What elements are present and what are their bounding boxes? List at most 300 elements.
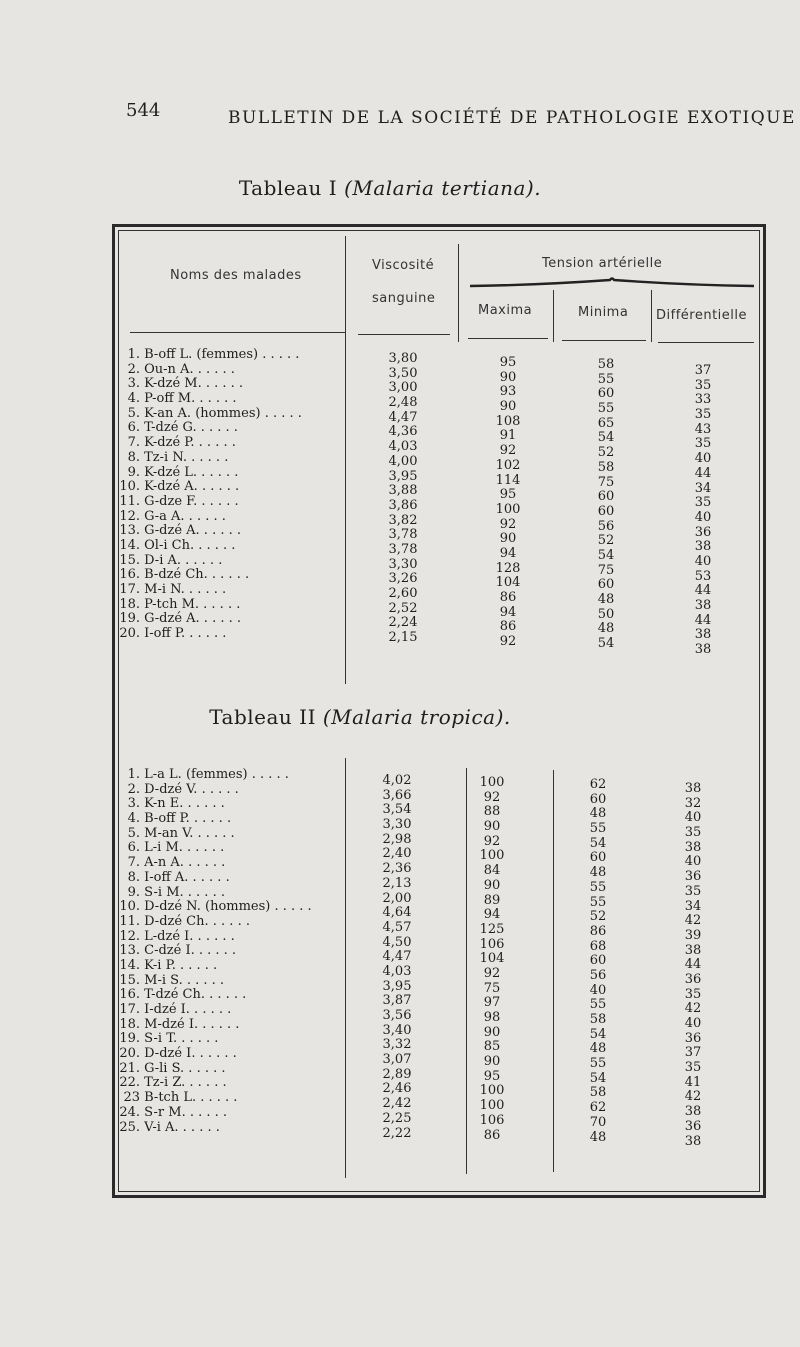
row-number: 13. (119, 943, 140, 959)
table-row-name (118, 421, 343, 436)
table-row-name (118, 768, 343, 783)
table-cell-diff: 38 (694, 627, 712, 643)
row-number: 11. (119, 493, 140, 509)
table-row-name (118, 812, 343, 827)
table-cell-min: 48 (597, 621, 615, 637)
patient-name: L-a L. (femmes) . . . . . (140, 767, 289, 782)
table-cell-min: 54 (589, 1070, 607, 1086)
table-row-name (118, 1076, 343, 1091)
row-number: 18. (119, 1016, 140, 1032)
row-number: 5. (127, 825, 140, 841)
table-cell-visc: 2,48 (388, 395, 418, 411)
patient-name: T-dzé Ch. . . . . . (140, 987, 247, 1003)
table-cell-diff: 35 (694, 407, 712, 423)
table-cell-max: 100 (479, 1098, 505, 1114)
table-cell-max: 108 (495, 413, 521, 429)
table-cell-visc: 4,03 (388, 439, 418, 455)
table-cell-visc: 2,15 (388, 630, 418, 646)
table-row-name (118, 1121, 343, 1136)
row-number: 4. (127, 391, 140, 407)
patient-name: G-dze F. . . . . . (140, 493, 239, 509)
table-cell-max: 90 (499, 399, 517, 415)
row-number: 20. (119, 626, 140, 642)
page-number: 544 (126, 100, 161, 121)
table-cell-diff: 35 (694, 436, 712, 452)
table-cell-visc: 3,88 (388, 483, 418, 499)
table2-viscosity (352, 774, 442, 1141)
column-header-viscosity-2: sanguine (372, 291, 436, 306)
row-number: 21. (119, 1060, 140, 1076)
table-cell-visc: 2,60 (388, 586, 418, 601)
row-number: 12. (119, 508, 140, 524)
row-number: 7. (127, 435, 140, 451)
table-cell-diff: 35 (684, 883, 702, 899)
table-cell-visc: 3,50 (388, 365, 418, 381)
patient-name: D-dzé V. . . . . . (140, 781, 239, 797)
table-cell-max: 106 (479, 1112, 505, 1128)
table-cell-max: 90 (483, 819, 501, 835)
patient-name: D-dzé N. (hommes) . . . . . (140, 899, 312, 915)
header-rule-diff (658, 342, 754, 343)
table-cell-visc: 3,87 (382, 993, 412, 1009)
table-cell-diff: 33 (694, 392, 712, 408)
table-row-name (118, 348, 343, 363)
table-row-name (118, 959, 343, 974)
row-number: 4. (127, 811, 140, 827)
table-cell-max: 92 (499, 634, 517, 650)
table-row-name (118, 1047, 343, 1062)
table-row-name (118, 1018, 343, 1033)
row-number: 19. (119, 1031, 140, 1047)
table-cell-visc: 3,82 (388, 512, 418, 528)
patient-name: K-dzé M. . . . . . (140, 376, 244, 392)
table-cell-diff: 38 (694, 539, 712, 555)
table-row-name (118, 988, 343, 1003)
table-cell-visc: 3,56 (382, 1008, 412, 1023)
table-cell-min: 60 (597, 577, 615, 593)
table-cell-min: 65 (597, 415, 615, 431)
patient-name: Tz-i Z. . . . . . (140, 1075, 227, 1091)
table-cell-diff: 38 (684, 1104, 702, 1120)
table-cell-min: 68 (589, 938, 607, 954)
row-number: 6. (127, 420, 140, 436)
table-cell-diff: 40 (684, 1016, 702, 1031)
table-cell-min: 54 (589, 1026, 607, 1042)
table-row-name (118, 554, 343, 569)
table-cell-visc: 4,57 (382, 919, 412, 935)
patient-name: K-dzé P. . . . . . (140, 435, 236, 451)
table-cell-max: 92 (499, 516, 517, 532)
row-number: 10. (119, 899, 140, 915)
table1-names (118, 348, 343, 642)
table-row-name (118, 900, 343, 915)
row-number: 3. (127, 376, 140, 392)
column-rule-maxima-t2 (553, 770, 554, 1172)
table-row-name (118, 783, 343, 798)
table-cell-max: 125 (479, 921, 505, 937)
table-cell-min: 55 (597, 371, 615, 387)
table-cell-max: 75 (483, 980, 501, 996)
table-cell-max: 84 (483, 863, 501, 879)
row-number: 11. (119, 913, 140, 929)
table-cell-visc: 2,52 (388, 600, 418, 616)
table-row-name (118, 510, 343, 525)
table-cell-max: 100 (479, 775, 505, 790)
table-cell-min: 60 (589, 953, 607, 969)
patient-name: D-i A. . . . . . (140, 552, 223, 568)
table-row-name (118, 612, 343, 627)
table-cell-min: 62 (589, 777, 607, 792)
column-header-differentielle: Différentielle (656, 308, 747, 323)
patient-name: K-dzé L. . . . . . (140, 464, 239, 480)
table-cell-min: 54 (589, 835, 607, 851)
table1-maxima (468, 356, 548, 650)
table-cell-min: 60 (589, 850, 607, 866)
table-cell-min: 48 (589, 1129, 607, 1145)
patient-name: S-i M. . . . . . (140, 884, 225, 900)
table-row-name (118, 363, 343, 378)
table-cell-visc: 4,47 (382, 949, 412, 965)
table-cell-min: 60 (597, 489, 615, 505)
table-row-name (118, 377, 343, 392)
table-cell-visc: 2,36 (382, 861, 412, 877)
table-cell-visc: 3,80 (388, 351, 418, 366)
table-row-name (118, 495, 343, 510)
table-cell-min: 55 (597, 401, 615, 417)
patient-name: G-a A. . . . . . (140, 508, 226, 524)
table2-title-italic: (Malaria tropica). (322, 705, 511, 729)
table-cell-min: 60 (589, 791, 607, 807)
table-cell-diff: 44 (694, 465, 712, 481)
row-number: 9. (127, 884, 140, 900)
column-header-names: Noms des malades (170, 268, 302, 283)
table-row-name (118, 451, 343, 466)
patient-name: M-an V. . . . . . (140, 825, 235, 841)
table-cell-diff: 35 (684, 825, 702, 841)
column-rule-maxima (553, 290, 554, 342)
table-row-name (118, 974, 343, 989)
table-row-name (118, 436, 343, 451)
row-number: 1. (127, 767, 140, 782)
row-number: 2. (127, 781, 140, 797)
table-cell-diff: 41 (684, 1074, 702, 1090)
table-cell-visc: 4,03 (382, 963, 412, 979)
table-cell-max: 92 (483, 789, 501, 805)
table-cell-diff: 36 (684, 1030, 702, 1046)
table-cell-min: 60 (597, 503, 615, 519)
table-cell-min: 70 (589, 1114, 607, 1130)
table-cell-visc: 3,40 (382, 1022, 412, 1038)
table-cell-min: 40 (589, 982, 607, 998)
table2-maxima (452, 776, 532, 1143)
table-cell-visc: 3,66 (382, 787, 412, 803)
table-cell-min: 58 (589, 1012, 607, 1027)
table-cell-max: 94 (499, 545, 517, 561)
table-cell-max: 92 (483, 965, 501, 981)
table-cell-diff: 36 (684, 1118, 702, 1134)
table-cell-min: 48 (597, 592, 615, 607)
table-cell-diff: 35 (694, 495, 712, 511)
table-cell-visc: 3,95 (382, 978, 412, 994)
column-rule-minima (651, 290, 652, 342)
table-cell-diff: 40 (684, 854, 702, 870)
table-row-name (118, 856, 343, 871)
table-cell-diff: 36 (694, 524, 712, 540)
patient-name: A-n A. . . . . . (140, 855, 226, 871)
row-number: 8. (127, 449, 140, 465)
table-cell-diff: 43 (694, 421, 712, 437)
table-cell-visc: 3,30 (388, 556, 418, 572)
patient-name: G-dzé A. . . . . . (140, 611, 241, 627)
table-cell-max: 104 (495, 575, 521, 591)
table-row-name (118, 886, 343, 901)
table-cell-diff: 40 (694, 451, 712, 467)
table-cell-max: 100 (495, 501, 521, 517)
table-cell-diff: 38 (684, 839, 702, 855)
table-cell-min: 60 (597, 386, 615, 402)
row-number: 19. (119, 611, 140, 627)
table-cell-min: 56 (589, 967, 607, 983)
patient-name: V-i A. . . . . . (140, 1119, 220, 1135)
table-row-name (118, 1106, 343, 1121)
table-cell-min: 52 (589, 909, 607, 925)
table-cell-min: 75 (597, 474, 615, 490)
patient-name: M-i N. . . . . . (140, 582, 227, 597)
table-cell-diff: 53 (694, 568, 712, 584)
table-cell-diff: 35 (694, 377, 712, 393)
table-cell-visc: 4,00 (388, 453, 418, 469)
table-cell-diff: 38 (684, 942, 702, 958)
table-cell-max: 102 (495, 457, 521, 473)
table-row-name (118, 930, 343, 945)
table-cell-diff: 42 (684, 913, 702, 929)
table-cell-min: 52 (597, 533, 615, 549)
table2-names (118, 768, 343, 1135)
table-cell-max: 92 (483, 833, 501, 849)
table-cell-min: 50 (597, 606, 615, 622)
table-row-name (118, 1003, 343, 1018)
column-header-minima: Minima (578, 305, 629, 320)
table-cell-min: 55 (589, 997, 607, 1013)
row-number: 14. (119, 957, 140, 973)
column-rule-names (345, 236, 346, 684)
table-cell-max: 94 (483, 907, 501, 923)
row-number: 18. (119, 596, 140, 612)
table-cell-visc: 4,64 (382, 905, 412, 921)
table-cell-max: 92 (499, 443, 517, 459)
patient-name: I-dzé I. . . . . . (140, 1002, 232, 1017)
table-cell-diff: 38 (694, 642, 712, 658)
row-number: 3. (127, 796, 140, 812)
table-cell-visc: 3,54 (382, 802, 412, 818)
table-row-name (118, 944, 343, 959)
table1-viscosity (360, 352, 446, 646)
table-cell-max: 93 (499, 384, 517, 400)
table-cell-visc: 2,89 (382, 1066, 412, 1082)
table-cell-diff: 44 (694, 612, 712, 628)
journal-title: BULLETIN DE LA SOCIÉTÉ DE PATHOLOGIE EXOTIQUE (228, 108, 796, 128)
patient-name: P-off M. . . . . . (140, 391, 237, 407)
table-cell-max: 98 (483, 1010, 501, 1025)
patient-name: Tz-i N. . . . . . (140, 449, 229, 465)
table-cell-min: 55 (589, 1056, 607, 1072)
row-number: 6. (127, 840, 140, 856)
table-cell-min: 54 (597, 636, 615, 652)
row-number: 22. (119, 1075, 140, 1091)
patient-name: K-dzé A. . . . . . (140, 479, 240, 495)
table-cell-diff: 40 (694, 509, 712, 525)
header-rule-maxima (468, 338, 548, 339)
table-cell-visc: 4,02 (382, 773, 412, 788)
table-cell-visc: 3,32 (382, 1037, 412, 1053)
table-cell-max: 114 (495, 472, 521, 488)
table-cell-visc: 3,78 (388, 527, 418, 543)
table-cell-visc: 3,30 (382, 817, 412, 833)
row-number: 17. (119, 582, 140, 597)
table-cell-diff: 38 (694, 598, 712, 613)
table-cell-max: 85 (483, 1039, 501, 1055)
patient-name: Ou-n A. . . . . . (140, 361, 235, 377)
patient-name: K-i P. . . . . . (140, 957, 218, 973)
row-number: 14. (119, 537, 140, 553)
table-cell-diff: 39 (684, 927, 702, 943)
table2-minima (556, 778, 640, 1145)
row-number: 10. (119, 479, 140, 495)
table-cell-diff: 32 (684, 795, 702, 811)
table-cell-diff: 44 (694, 583, 712, 599)
patient-name: C-dzé I. . . . . . (140, 943, 237, 959)
table-row-name (118, 871, 343, 886)
table-cell-min: 75 (597, 562, 615, 578)
table1-title-italic: (Malaria tertiana). (344, 176, 542, 200)
table-cell-diff: 37 (684, 1045, 702, 1061)
table2-title (0, 705, 760, 729)
table-cell-min: 48 (589, 1041, 607, 1057)
table-cell-visc: 2,42 (382, 1096, 412, 1112)
table-row-name (118, 598, 343, 613)
table-cell-min: 52 (597, 445, 615, 461)
row-number: 12. (119, 928, 140, 944)
table-cell-diff: 42 (684, 1001, 702, 1017)
table-cell-min: 62 (589, 1100, 607, 1116)
table-cell-min: 58 (597, 357, 615, 372)
table-cell-diff: 35 (684, 986, 702, 1002)
table-cell-diff: 35 (684, 1060, 702, 1076)
patient-name: B-dzé Ch. . . . . . (140, 567, 250, 583)
table-cell-min: 56 (597, 518, 615, 534)
table-cell-min: 58 (589, 1085, 607, 1101)
table-cell-max: 106 (479, 936, 505, 952)
table-row-name (118, 1091, 343, 1106)
table1-differentielle (658, 364, 748, 658)
patient-name: K-n E. . . . . . (140, 796, 225, 812)
table-cell-visc: 2,46 (382, 1081, 412, 1097)
table-cell-visc: 3,78 (388, 541, 418, 557)
row-number: 8. (127, 869, 140, 885)
patient-name: L-dzé I. . . . . . (140, 928, 235, 944)
table-cell-max: 90 (499, 531, 517, 547)
patient-name: M-i S. . . . . . (140, 972, 225, 988)
column-header-maxima: Maxima (478, 303, 533, 318)
table-cell-diff: 36 (684, 869, 702, 885)
row-number: 20. (119, 1046, 140, 1062)
table-cell-diff: 40 (684, 810, 702, 826)
header-rule-names (130, 332, 345, 333)
row-number: 15. (119, 972, 140, 988)
table-cell-visc: 3,86 (388, 497, 418, 513)
table-cell-visc: 2,22 (382, 1125, 412, 1141)
table-cell-diff: 44 (684, 957, 702, 973)
table-cell-visc: 2,00 (382, 890, 412, 906)
column-header-viscosity-1: Viscosité (372, 258, 435, 273)
table-row-name (118, 841, 343, 856)
table-cell-visc: 3,00 (388, 380, 418, 396)
row-number: 17. (119, 1002, 140, 1017)
table-row-name (118, 466, 343, 481)
table-cell-min: 58 (597, 459, 615, 475)
table-cell-max: 128 (495, 560, 521, 576)
patient-name: D-dzé Ch. . . . . . (140, 913, 250, 929)
row-number: 9. (127, 464, 140, 480)
patient-name: K-an A. (hommes) . . . . . (140, 405, 302, 421)
table1-title (0, 176, 790, 200)
row-number: 1. (127, 347, 140, 362)
patient-name: G-li S. . . . . . (140, 1060, 226, 1076)
table-cell-max: 95 (499, 487, 517, 503)
table-cell-min: 55 (589, 821, 607, 837)
patient-name: D-dzé I. . . . . . (140, 1046, 237, 1062)
table-cell-visc: 3,95 (388, 468, 418, 484)
table-row-name (118, 524, 343, 539)
table-cell-visc: 3,26 (388, 571, 418, 587)
table-cell-max: 95 (483, 1068, 501, 1084)
table-cell-max: 94 (499, 604, 517, 620)
table-cell-visc: 2,13 (382, 875, 412, 891)
patient-name: I-off A. . . . . . (140, 869, 230, 885)
table-cell-max: 86 (499, 590, 517, 605)
table-cell-visc: 4,50 (382, 934, 412, 950)
table-cell-max: 91 (499, 428, 517, 444)
table-cell-diff: 42 (684, 1089, 702, 1105)
table-cell-diff: 34 (694, 480, 712, 496)
table-cell-visc: 2,98 (382, 831, 412, 847)
table-cell-visc: 3,07 (382, 1052, 412, 1068)
table-cell-diff: 34 (684, 898, 702, 914)
table-row-name (118, 1062, 343, 1077)
patient-name: P-tch M. . . . . . (140, 596, 241, 612)
header-rule-visc (358, 334, 450, 335)
table-cell-min: 48 (589, 806, 607, 822)
table-row-name (118, 539, 343, 554)
column-rule-visc (458, 244, 459, 342)
table-cell-visc: 4,36 (388, 424, 418, 440)
table-cell-diff: 38 (684, 781, 702, 796)
table-row-name (118, 827, 343, 842)
patient-name: B-tch L. . . . . . (140, 1090, 238, 1106)
tension-brace (470, 276, 754, 288)
table-row-name (118, 583, 343, 598)
table-row-name (118, 392, 343, 407)
table2-differentielle (648, 782, 738, 1149)
table-cell-visc: 2,40 (382, 846, 412, 862)
table-cell-max: 89 (483, 892, 501, 908)
table-cell-min: 54 (597, 430, 615, 446)
table-cell-min: 55 (589, 894, 607, 910)
row-number: 25. (119, 1119, 140, 1135)
patient-name: S-r M. . . . . . (140, 1104, 228, 1120)
table-row-name (118, 568, 343, 583)
row-number: 7. (127, 855, 140, 871)
